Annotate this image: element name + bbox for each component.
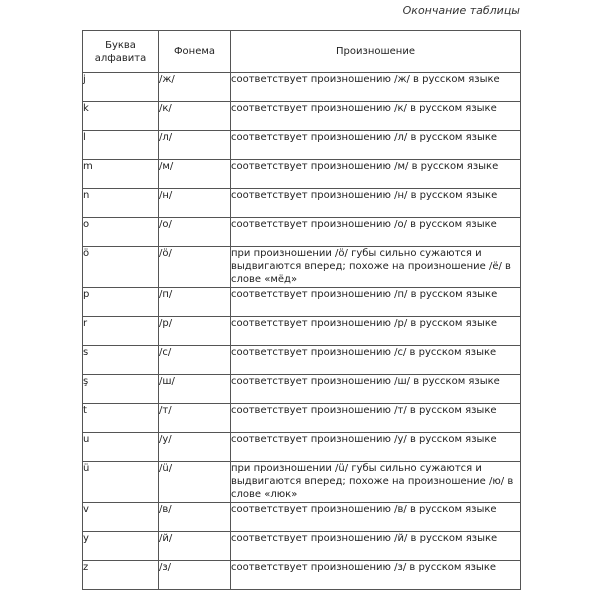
pronunciation-cell: при произношении /ö/ губы сильно сужаются и выдвигаются вперед; похоже на произношение /ё/ в слове «мёд»	[231, 247, 521, 288]
header-phoneme: Фонема	[159, 31, 231, 73]
letter-cell: ş	[83, 375, 159, 404]
table-caption: Окончание таблицы	[402, 4, 520, 17]
phoneme-cell: /ü/	[159, 462, 231, 503]
phoneme-cell: /й/	[159, 532, 231, 561]
table-row	[83, 189, 521, 218]
table-row	[83, 346, 521, 375]
table-row	[83, 433, 521, 462]
alphabet-table	[82, 30, 521, 590]
pronunciation-cell: при произношении /ü/ губы сильно сужаются и выдвигаются вперед; похоже на произношение /ю/ в слове «люк»	[231, 462, 521, 503]
table-row	[83, 462, 521, 503]
phoneme-cell: /ö/	[159, 247, 231, 288]
pronunciation-cell: соответствует произношению /н/ в русском языке	[231, 189, 521, 218]
pronunciation-cell: соответствует произношению /в/ в русском языке	[231, 503, 521, 532]
phoneme-cell: /т/	[159, 404, 231, 433]
letter-cell: l	[83, 131, 159, 160]
table-row	[83, 131, 521, 160]
letter-cell: o	[83, 218, 159, 247]
letter-cell: y	[83, 532, 159, 561]
pronunciation-cell: соответствует произношению /м/ в русском языке	[231, 160, 521, 189]
pronunciation-cell: соответствует произношению /о/ в русском языке	[231, 218, 521, 247]
pronunciation-cell: соответствует произношению /с/ в русском языке	[231, 346, 521, 375]
letter-cell: k	[83, 102, 159, 131]
table-row	[83, 503, 521, 532]
pronunciation-cell: соответствует произношению /й/ в русском языке	[231, 532, 521, 561]
phoneme-cell: /в/	[159, 503, 231, 532]
letter-cell: t	[83, 404, 159, 433]
letter-cell: p	[83, 288, 159, 317]
pronunciation-cell: соответствует произношению /л/ в русском языке	[231, 131, 521, 160]
table-row	[83, 218, 521, 247]
letter-cell: r	[83, 317, 159, 346]
phoneme-cell: /з/	[159, 561, 231, 590]
letter-cell: ü	[83, 462, 159, 503]
letter-cell: m	[83, 160, 159, 189]
phoneme-cell: /н/	[159, 189, 231, 218]
phoneme-cell: /р/	[159, 317, 231, 346]
pronunciation-cell: соответствует произношению /ж/ в русском языке	[231, 73, 521, 102]
letter-cell: n	[83, 189, 159, 218]
table-row	[83, 102, 521, 131]
table-row	[83, 160, 521, 189]
pronunciation-cell: соответствует произношению /п/ в русском языке	[231, 288, 521, 317]
letter-cell: ö	[83, 247, 159, 288]
table-header-row	[83, 31, 521, 73]
pronunciation-cell: соответствует произношению /у/ в русском языке	[231, 433, 521, 462]
table-row	[83, 317, 521, 346]
pronunciation-cell: соответствует произношению /к/ в русском языке	[231, 102, 521, 131]
letter-cell: s	[83, 346, 159, 375]
phoneme-cell: /о/	[159, 218, 231, 247]
letter-cell: j	[83, 73, 159, 102]
table-row	[83, 532, 521, 561]
pronunciation-cell: соответствует произношению /ш/ в русском языке	[231, 375, 521, 404]
table-row	[83, 247, 521, 288]
table-row	[83, 561, 521, 590]
phoneme-cell: /у/	[159, 433, 231, 462]
phoneme-cell: /ж/	[159, 73, 231, 102]
header-letter: Буква алфавита	[83, 31, 159, 73]
phoneme-cell: /ш/	[159, 375, 231, 404]
letter-cell: u	[83, 433, 159, 462]
phoneme-cell: /с/	[159, 346, 231, 375]
pronunciation-cell: соответствует произношению /р/ в русском языке	[231, 317, 521, 346]
table-row	[83, 375, 521, 404]
pronunciation-cell: соответствует произношению /т/ в русском языке	[231, 404, 521, 433]
pronunciation-cell: соответствует произношению /з/ в русском языке	[231, 561, 521, 590]
table-row	[83, 404, 521, 433]
table-row	[83, 288, 521, 317]
phoneme-cell: /м/	[159, 160, 231, 189]
header-pronunciation: Произношение	[231, 31, 521, 73]
table-row	[83, 73, 521, 102]
phoneme-cell: /к/	[159, 102, 231, 131]
letter-cell: z	[83, 561, 159, 590]
letter-cell: v	[83, 503, 159, 532]
phoneme-cell: /л/	[159, 131, 231, 160]
phoneme-cell: /п/	[159, 288, 231, 317]
